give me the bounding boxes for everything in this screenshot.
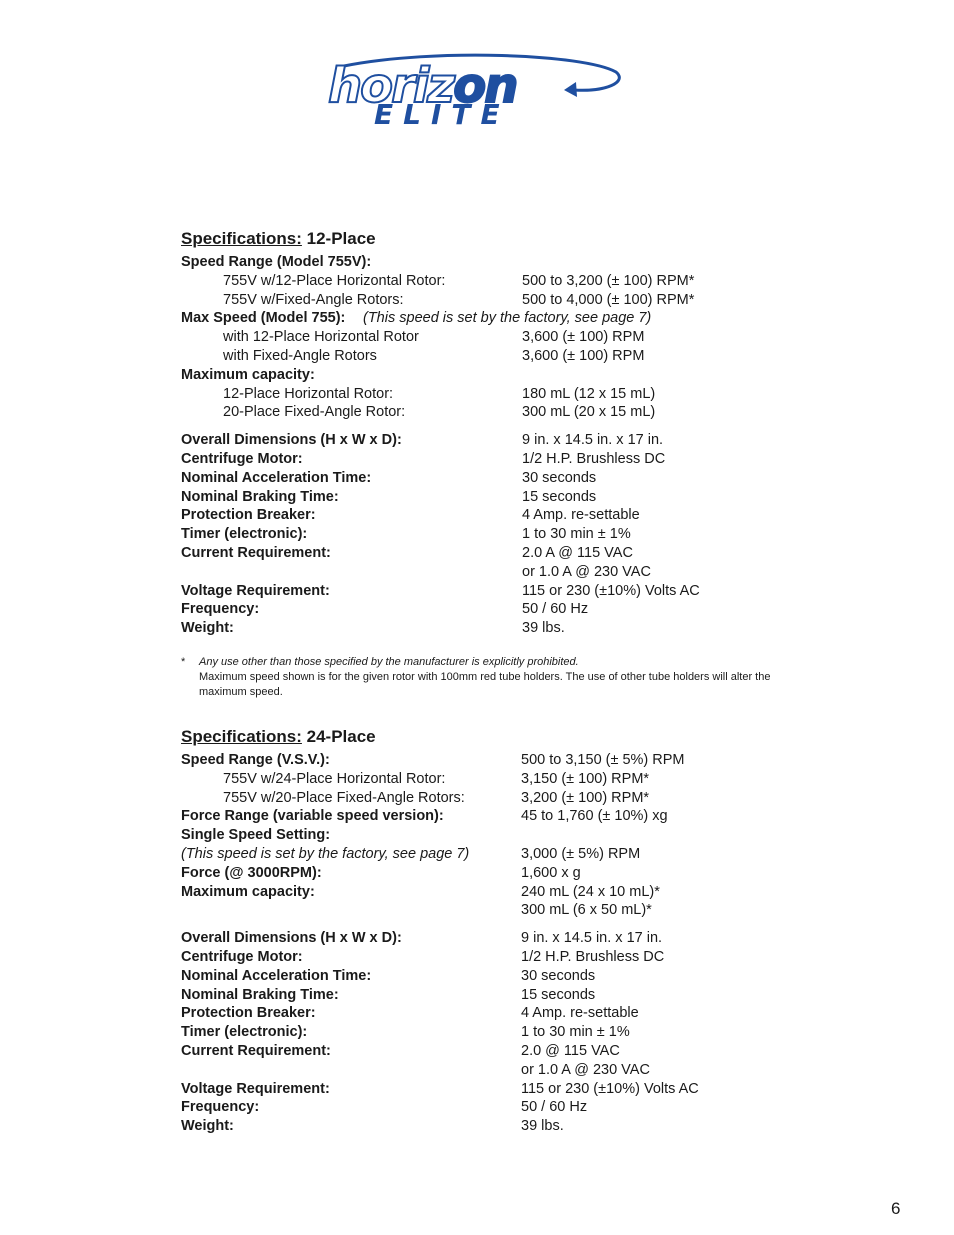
spec-row — [181, 309, 821, 328]
spec-row — [181, 385, 821, 404]
spec-value: 1/2 H.P. Brushless DC — [521, 948, 665, 965]
spec-value: 15 seconds — [522, 488, 597, 505]
spec-label: Overall Dimensions (H x W x D): — [181, 432, 402, 449]
spec-label: with Fixed-Angle Rotors — [223, 347, 377, 364]
spec-row — [181, 488, 821, 507]
spec-value: or 1.0 A @ 230 VAC — [521, 1061, 650, 1078]
spec-value: 39 lbs. — [521, 1118, 564, 1135]
spec-label: Current Requirement: — [181, 1042, 331, 1059]
spec-value: 3,150 (± 100) RPM* — [521, 770, 650, 787]
spec-value: 3,000 (± 5%) RPM — [521, 845, 641, 862]
spec-row — [181, 582, 821, 601]
spec-row — [181, 525, 821, 544]
spec-value: 3,200 (± 100) RPM* — [521, 789, 650, 806]
spec-label: Timer (electronic): — [181, 526, 308, 543]
spec-value: 50 / 60 Hz — [521, 1099, 588, 1116]
spec-value: 180 mL (12 x 15 mL) — [522, 385, 656, 402]
spec-row — [181, 619, 821, 638]
spec-value: 240 mL (24 x 10 mL)* — [521, 883, 660, 900]
spec-row — [181, 845, 821, 864]
spec-label: Force Range (variable speed version): — [181, 808, 444, 825]
spec-label: Maximum capacity: — [181, 366, 315, 383]
section-title: Specifications: 12-Place — [181, 229, 376, 248]
spec-label: Single Speed Setting: — [181, 827, 331, 844]
spec-label: Centrifuge Motor: — [181, 948, 303, 965]
spec-label: Nominal Acceleration Time: — [181, 469, 372, 486]
spec-row — [181, 544, 821, 563]
section-title: Specifications: 24-Place — [181, 727, 376, 746]
spec-label: Speed Range (Model 755V): — [181, 254, 372, 270]
spec-row — [181, 272, 821, 291]
spacer — [181, 920, 821, 929]
spec-row — [181, 807, 821, 826]
spec-value: 15 seconds — [521, 986, 596, 1003]
spec-row — [181, 986, 821, 1005]
spec-row — [181, 864, 821, 883]
spec-row — [181, 1023, 821, 1042]
spec-row — [181, 600, 821, 619]
spec-value: 30 seconds — [522, 469, 597, 486]
spec-label: Force (@ 3000RPM): — [181, 864, 322, 881]
spec-label: 755V w/24-Place Horizontal Rotor: — [223, 770, 446, 787]
spec-value: 300 mL (20 x 15 mL) — [522, 404, 656, 421]
spec-row — [181, 1117, 821, 1136]
spec-value: 2.0 A @ 115 VAC — [522, 544, 633, 561]
spec-value: 50 / 60 Hz — [522, 601, 589, 618]
spec-value: 4 Amp. re-settable — [522, 507, 640, 524]
spec-label: with 12-Place Horizontal Rotor — [223, 329, 419, 346]
spec-row — [181, 506, 821, 525]
spec-label: Weight: — [181, 1118, 234, 1135]
spec-row — [181, 1042, 821, 1061]
spec-value: 500 to 4,000 (± 100) RPM* — [522, 291, 695, 308]
spec-label: Voltage Requirement: — [181, 1080, 330, 1097]
spec-label: Frequency: — [181, 1099, 260, 1116]
spec-value: 300 mL (6 x 50 mL)* — [521, 902, 652, 919]
spec-row — [181, 1080, 821, 1099]
page-number: 6 — [891, 1199, 901, 1218]
spec-value: 115 or 230 (±10%) Volts AC — [521, 1080, 699, 1097]
spec-value: or 1.0 A @ 230 VAC — [522, 563, 651, 580]
spec-label: Nominal Braking Time: — [181, 488, 339, 505]
spec-label: Timer (electronic): — [181, 1024, 308, 1041]
spec-label: 755V w/20-Place Fixed-Angle Rotors: — [223, 789, 465, 806]
spacer — [181, 422, 821, 431]
spec-value: 1 to 30 min ± 1% — [522, 526, 631, 543]
specifications-24-place — [181, 727, 821, 1136]
footnote-line: Any use other than those specified by the manufacturer is explicitly prohibited. — [199, 656, 579, 668]
spec-value: 1,600 x g — [521, 864, 581, 881]
spec-row — [181, 469, 821, 488]
spec-row — [181, 1004, 821, 1023]
spec-row — [181, 948, 821, 967]
spec-row — [181, 253, 821, 272]
spec-row — [181, 291, 821, 310]
spec-row — [181, 929, 821, 948]
spec-row — [181, 751, 821, 770]
spec-value: 2.0 @ 115 VAC — [521, 1042, 620, 1059]
spec-value: 39 lbs. — [522, 620, 565, 637]
specifications-12-place — [181, 229, 821, 638]
spec-label: 20-Place Fixed-Angle Rotor: — [223, 404, 406, 421]
horizon-elite-logo — [324, 52, 624, 136]
spec-row — [181, 967, 821, 986]
spec-label: Max Speed (Model 755): — [181, 310, 346, 327]
spec-value: 3,600 (± 100) RPM — [522, 347, 645, 364]
spec-label: Frequency: — [181, 601, 260, 618]
spec-value: 30 seconds — [521, 967, 596, 984]
spec-value: 115 or 230 (±10%) Volts AC — [522, 582, 700, 599]
spec-value: 9 in. x 14.5 in. x 17 in. — [521, 930, 663, 947]
spec-row — [181, 328, 821, 347]
spec-label: Nominal Acceleration Time: — [181, 967, 372, 984]
spec-row — [181, 450, 821, 469]
spec-list — [181, 751, 821, 1136]
spec-row — [181, 431, 821, 450]
footnote: * Any use other than those specified by the manufacturer is explicitly prohibited. Maximum speed shown is for the given rotor with 100mm red tube holders. The use of other tube holders will alter the maximum speed. — [181, 655, 801, 700]
logo-wordmark: horizon — [328, 58, 517, 114]
spec-label: Protection Breaker: — [181, 1005, 316, 1022]
spec-value: 1/2 H.P. Brushless DC — [522, 450, 666, 467]
spec-label: 755V w/12-Place Horizontal Rotor: — [223, 272, 446, 289]
spec-row — [181, 901, 821, 920]
spec-value: 500 to 3,200 (± 100) RPM* — [522, 272, 695, 289]
spec-label: 755V w/Fixed-Angle Rotors: — [223, 291, 404, 308]
footnote-line: Maximum speed shown is for the given rotor with 100mm red tube holders. The use of other tube holders will alter the maximum speed. — [199, 671, 771, 698]
spec-value: 9 in. x 14.5 in. x 17 in. — [522, 432, 664, 449]
spec-value: 1 to 30 min ± 1% — [521, 1024, 630, 1041]
spec-row — [181, 883, 821, 902]
spec-list — [181, 253, 821, 638]
spec-row — [181, 403, 821, 422]
spec-row — [181, 789, 821, 808]
spec-label: Overall Dimensions (H x W x D): — [181, 930, 402, 947]
spec-row — [181, 826, 821, 845]
spec-row — [181, 1098, 821, 1117]
spec-label: Current Requirement: — [181, 544, 331, 561]
spec-label: Weight: — [181, 620, 234, 637]
spec-value: 3,600 (± 100) RPM — [522, 329, 645, 346]
spec-label: Speed Range (V.S.V.): — [181, 752, 330, 768]
spec-label: Protection Breaker: — [181, 507, 316, 524]
spec-row — [181, 347, 821, 366]
spec-label: Voltage Requirement: — [181, 582, 330, 599]
spec-label: (This speed is set by the factory, see page 7) — [181, 845, 470, 862]
spec-note: (This speed is set by the factory, see page 7) — [363, 310, 652, 327]
spec-label: Centrifuge Motor: — [181, 450, 303, 467]
spec-row — [181, 1061, 821, 1080]
spec-value: 45 to 1,760 (± 10%) xg — [521, 808, 668, 825]
spec-row — [181, 563, 821, 582]
spec-value: 4 Amp. re-settable — [521, 1005, 639, 1022]
spec-label: Maximum capacity: — [181, 883, 315, 900]
spec-row — [181, 366, 821, 385]
spec-row — [181, 770, 821, 789]
spec-value: 500 to 3,150 (± 5%) RPM — [521, 752, 685, 768]
spec-label: Nominal Braking Time: — [181, 986, 339, 1003]
spec-label: 12-Place Horizontal Rotor: — [223, 385, 394, 402]
logo-subtitle: ELITE — [374, 98, 510, 131]
